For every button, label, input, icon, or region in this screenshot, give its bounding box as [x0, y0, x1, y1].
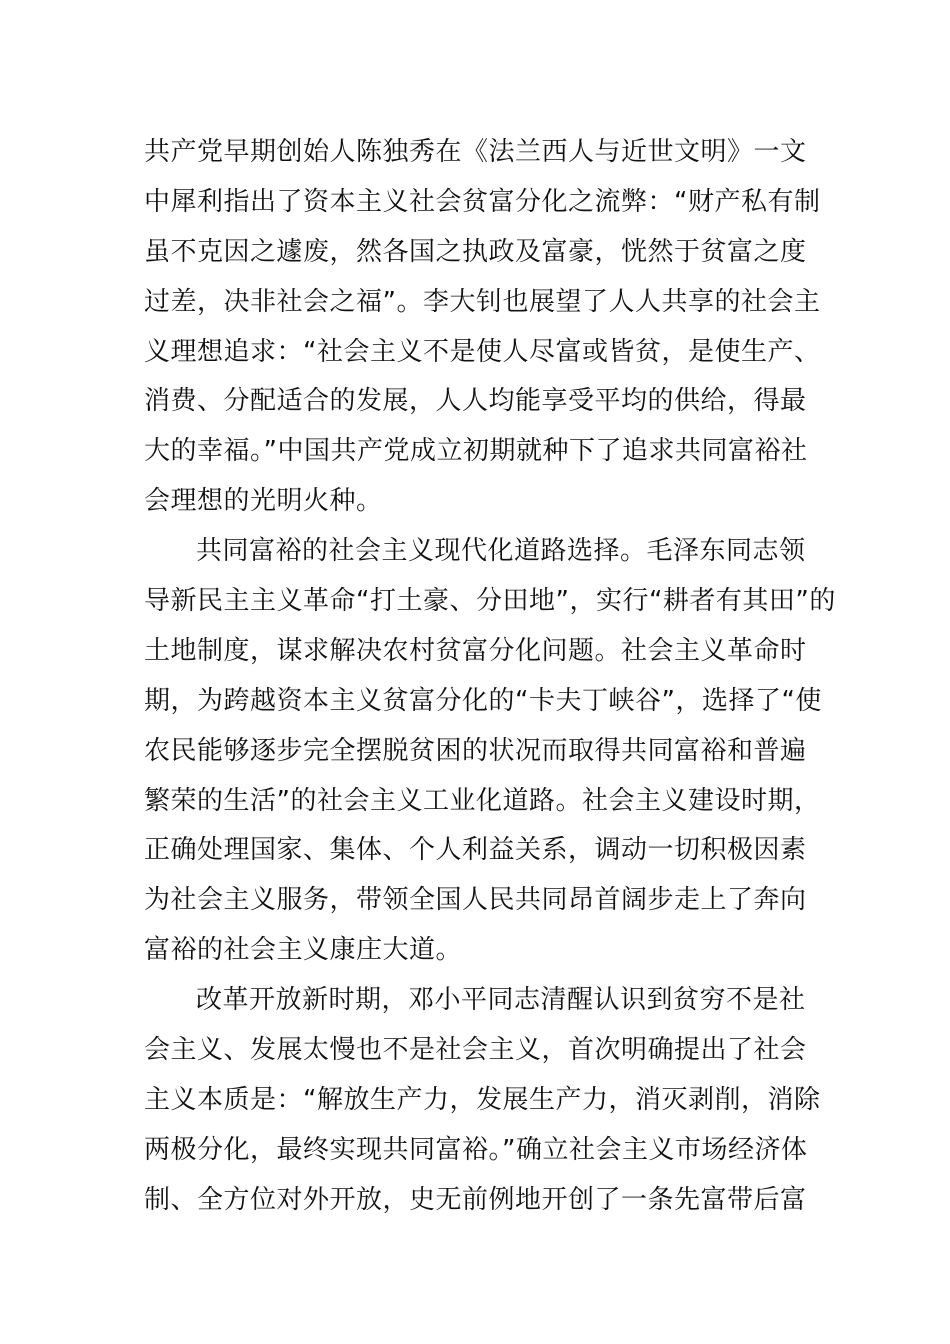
- text-line: 土地制度，谋求解决农村贫富分化问题。社会主义革命时: [144, 635, 807, 666]
- paragraph-first-line: 改革开放新时期，邓小平同志清醒认识到贫穷不是社: [196, 985, 806, 1016]
- text-line: 主义本质是：“解放生产力，发展生产力，消灭剥削，消除: [144, 1084, 821, 1115]
- text-line: 两极分化，最终实现共同富裕。”确立社会主义市场经济体: [144, 1134, 808, 1165]
- text-line: 义理想追求：“社会主义不是使人尽富或皆贫，是使生产、: [144, 336, 821, 367]
- text-line: 繁荣的生活”的社会主义工业化道路。社会主义建设时期，: [144, 785, 821, 816]
- text-line: 期，为跨越资本主义贫富分化的“卡夫丁峡谷”，选择了“使: [144, 685, 822, 716]
- text-line: 为社会主义服务，带领全国人民共同昂首阔步走上了奔向: [144, 885, 807, 916]
- text-line: 正确处理国家、集体、个人利益关系，调动一切积极因素: [144, 835, 807, 866]
- body-text: [144, 128, 836, 1226]
- text-line: 富裕的社会主义康庄大道。: [144, 935, 463, 966]
- text-line: 过差，决非社会之福”。李大钊也展望了人人共享的社会主: [144, 286, 821, 317]
- text-line: 农民能够逐步完全摆脱贫困的状况而取得共同富裕和普遍: [144, 735, 807, 766]
- text-line: 中犀利指出了资本主义社会贫富分化之流弊：“财产私有制: [144, 186, 821, 217]
- text-line: 共产党早期创始人陈独秀在《法兰西人与近世文明》一文: [144, 137, 807, 167]
- text-line: 虽不克因之遽废，然各国之执政及富豪，恍然于贫富之度: [144, 236, 807, 267]
- text-line: 制、全方位对外开放，史无前例地开创了一条先富带后富: [144, 1184, 807, 1215]
- paragraph-first-line: 共同富裕的社会主义现代化道路选择。毛泽东同志领: [196, 536, 806, 567]
- text-line: 大的幸福。”中国共产党成立初期就种下了追求共同富裕社: [144, 436, 808, 467]
- text-line: 导新民主主义革命“打土豪、分田地”，实行“耕者有其田”的: [144, 586, 836, 617]
- text-line: 会理想的光明火种。: [144, 486, 383, 517]
- text-line: 消费、分配适合的发展，人人均能享受平均的供给，得最: [144, 386, 807, 417]
- text-line: 会主义、发展太慢也不是社会主义，首次明确提出了社会: [144, 1035, 807, 1066]
